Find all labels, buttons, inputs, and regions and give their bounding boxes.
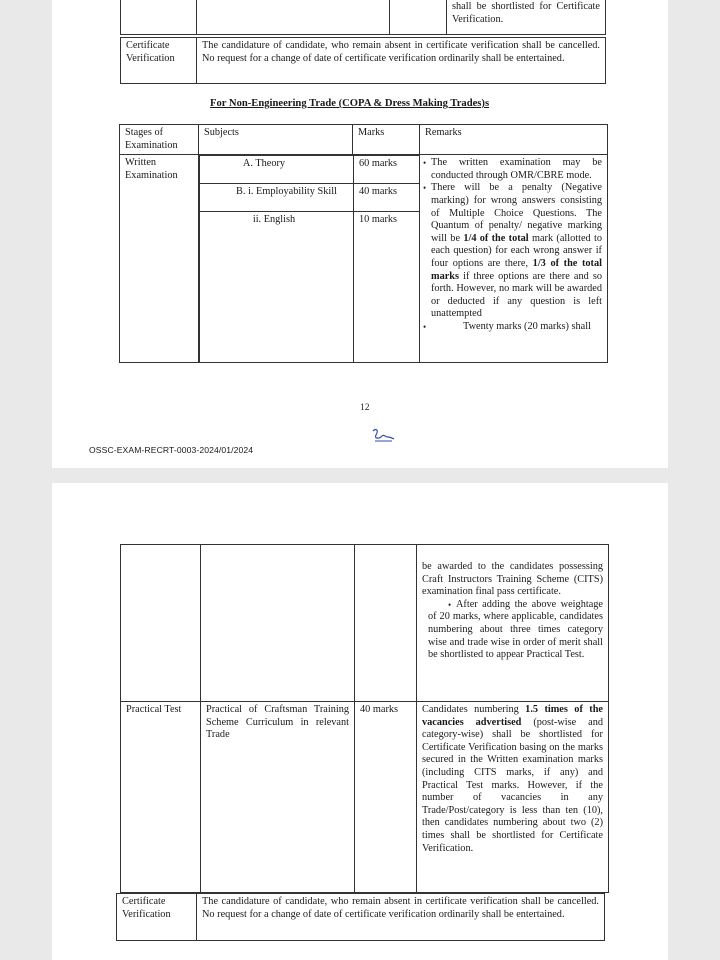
practical-remark-c: (post-wise and category-wise) shall be shortlisted for Certificate Verification basing on the marks secured in the Written examination marks (including CITS marks, if any) and Practical Test marks. However, if the number of vacancies in any Trade/Post/category is less than ten (10), then candidates numbering about two (2) times shall be shortlisted for Certificate Verification.	[422, 716, 603, 854]
remark-penalty-e: if three options are there and so forth. However, no mark will be awarded or deducted if any question is left unattempted	[431, 270, 602, 320]
written-stage-cell	[120, 155, 199, 363]
subject-english	[200, 212, 354, 362]
subjects-subtable	[199, 155, 420, 362]
continuation-marks-cell	[355, 545, 417, 702]
marks-employability-value: 40 marks	[359, 186, 398, 198]
remark-cits-start	[425, 321, 602, 334]
remark-cits-end-text: be awarded to the candidates possessing Craft Instructors Training Scheme (CITS) examination final pass certificate.	[422, 561, 603, 598]
remark-penalty-a: There will be a penalty (Negative marking) for wrong answers consisting of Multiple Choice Questions. The Quantum of penalty/ negative marking will be	[431, 182, 602, 244]
fragment-remark-cell	[447, 0, 606, 35]
remark-cits-start-text: Twenty marks (20 marks) shall	[463, 320, 591, 332]
header-remarks	[420, 125, 608, 155]
header-marks	[353, 125, 420, 155]
certificate-text-cell	[197, 38, 606, 84]
subject-employability	[200, 184, 354, 212]
header-stages	[120, 125, 199, 155]
remark-penalty-d: 1/3 of the total marks	[431, 257, 602, 282]
header-remarks-text: Remarks	[425, 127, 462, 138]
practical-remark-b: 1.5 times of the vacancies advertised	[422, 704, 603, 728]
header-subjects	[199, 125, 353, 155]
section-heading: For Non-Engineering Trade (COPA & Dress Making Trades)s	[210, 98, 490, 109]
written-stage-label: Written Examination	[125, 157, 178, 181]
fragment-marks-cell	[390, 0, 447, 35]
continuation-remarks-list	[422, 599, 603, 662]
remark-penalty	[425, 182, 602, 321]
subject-theory	[200, 156, 354, 184]
fragment-remark-text: shall be shortlisted for Certificate Verification.	[452, 1, 600, 25]
remark-penalty-b: 1/4 of the total	[463, 232, 529, 244]
certificate-stage-cell	[121, 38, 197, 84]
header-subjects-text: Subjects	[204, 127, 239, 138]
marks-employability	[354, 184, 420, 212]
written-remarks-list	[425, 157, 602, 333]
subjects-marks-cell	[199, 155, 420, 363]
marks-english	[354, 212, 420, 362]
header-marks-text: Marks	[358, 127, 385, 138]
continuation-subject-cell	[201, 545, 355, 702]
signature-mark-icon	[370, 426, 396, 444]
continuation-stage-cell	[121, 545, 201, 702]
previous-table-fragment	[120, 0, 606, 35]
non-engineering-table	[119, 124, 608, 363]
header-stages-text: Stages of Examination	[125, 127, 178, 151]
document-page-1	[52, 0, 668, 468]
page-number: 12	[360, 403, 370, 413]
fragment-subject-cell	[197, 0, 390, 35]
document-page-2	[52, 483, 668, 960]
footer-code: OSSC-EXAM-RECRT-0003-2024/01/2024	[89, 445, 254, 455]
practical-subject-text: Practical of Craftsman Training Scheme Curriculum in relevant Trade	[206, 704, 349, 741]
remark-cits-end	[422, 561, 603, 599]
certificate-text: The candidature of candidate, who remain absent in certificate verification shall be cancelled. No request for a change of date of certificate verification ordinarily shall be entertained.	[202, 40, 600, 64]
remark-weightage	[422, 599, 603, 662]
subject-english-label: ii. English	[252, 214, 296, 226]
continuation-remarks-cell	[417, 545, 609, 702]
marks-english-value: 10 marks	[359, 214, 398, 226]
practical-remark-a: Candidates numbering	[422, 704, 526, 715]
certificate2-text: The candidature of candidate, who remain absent in certificate verification shall be cancelled. No request for a change of date of certificate verification ordinarily shall be entertained.	[202, 896, 599, 920]
practical-stage-cell	[121, 702, 201, 893]
certificate-verification-table-2	[116, 893, 605, 941]
subject-theory-label: A. Theory	[242, 158, 286, 170]
remark-mode	[425, 157, 602, 182]
practical-stage-label: Practical Test	[126, 704, 182, 715]
remark-weightage-text: After adding the above weightage of 20 marks, where applicable, candidates numbering about three times category wise and trade wise in order of merit shall be shortlisted to appear Practical Test.	[428, 598, 603, 661]
written-remarks-cell	[420, 155, 608, 363]
certificate-stage-label: Certificate Verification	[126, 40, 175, 64]
subject-employability-label: B. i. Employability Skill	[236, 186, 337, 198]
certificate2-text-cell	[197, 894, 605, 941]
remark-penalty-c: mark (allotted to each question) for each wrong answer if four options are there,	[431, 232, 602, 269]
marks-theory-value: 60 marks	[359, 158, 398, 170]
fragment-stage-cell	[121, 0, 197, 35]
practical-subject-cell	[201, 702, 355, 893]
continuation-table	[120, 544, 609, 893]
certificate2-stage-cell	[117, 894, 197, 941]
marks-theory	[354, 156, 420, 184]
practical-remarks-cell	[417, 702, 609, 893]
certificate2-stage-label: Certificate Verification	[122, 896, 171, 920]
remark-mode-text: The written examination may be conducted through OMR/CBRE mode.	[431, 157, 602, 181]
practical-marks-value: 40 marks	[360, 704, 399, 715]
certificate-verification-table-1	[120, 37, 606, 84]
practical-marks-cell	[355, 702, 417, 893]
